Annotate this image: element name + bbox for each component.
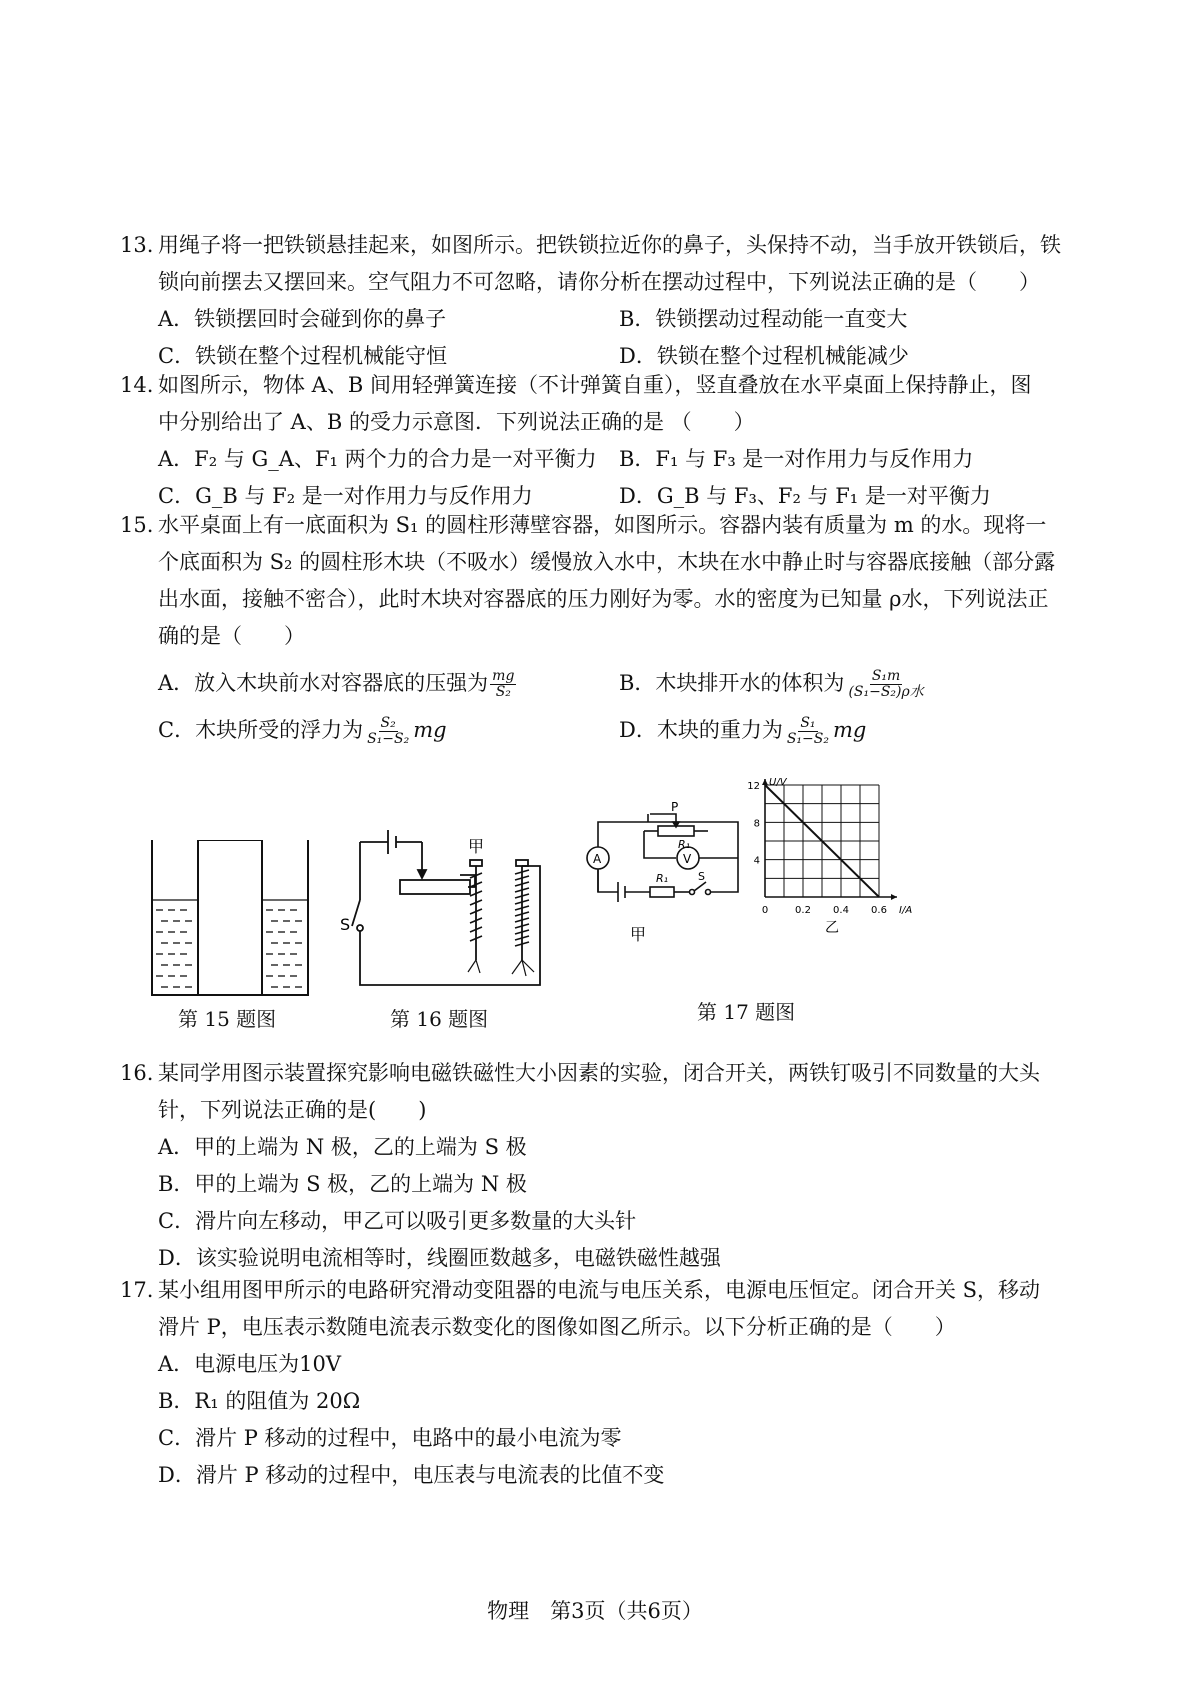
denominator: S₁−S₂ (786, 731, 829, 747)
option-c: C．滑片 P 移动的过程中，电路中的最小电流为零 (158, 1426, 622, 1450)
stem-line: 中分别给出了 A、B 的受力示意图．下列说法正确的是 （ ） (158, 410, 755, 434)
question-number: 13. (120, 233, 154, 257)
fraction (846, 669, 925, 700)
label-yi: 乙 (825, 920, 839, 936)
label-ammeter: A (593, 852, 602, 866)
label-s: S (698, 870, 705, 883)
page-footer: 物理 第3页（共6页） (487, 1599, 703, 1623)
question-15 (120, 507, 1080, 749)
numerator: S₁m (871, 668, 901, 684)
caption-fig16: 第 16 题图 (390, 1007, 489, 1031)
option-d: D．铁锁在整个过程机械能减少 (619, 344, 909, 368)
figure-17-circuit (578, 800, 748, 950)
x-tick-label: 0.4 (833, 905, 849, 916)
option-b: B．F₁ 与 F₃ 是一对作用力与反作用力 (619, 447, 974, 471)
option-c: C．铁锁在整个过程机械能守恒 (158, 344, 448, 368)
stem-line: 出水面，接触不密合），此时木块对容器底的压力刚好为零。水的密度为已知量 ρ水，下列说法正 (158, 587, 1049, 611)
option-a: A．电源电压为10V (158, 1352, 342, 1376)
caption-fig17: 第 17 题图 (697, 1000, 796, 1024)
label-r1-bottom: R₁ (656, 872, 669, 885)
y-tick-label: 4 (753, 855, 760, 867)
option-b: B．R₁ 的阻值为 20Ω (158, 1389, 361, 1413)
option-text: D．木块的重力为 (619, 718, 783, 742)
numerator: S₁ (800, 715, 816, 731)
numerator: S₂ (380, 715, 396, 731)
stem-line: 个底面积为 S₂ 的圆柱形木块（不吸水）缓慢放入水中，木块在水中静止时与容器底接触（部分露 (158, 550, 1056, 574)
fraction (785, 716, 831, 747)
question-stem (158, 507, 1080, 655)
y-axis-label: U/V (769, 777, 787, 788)
stem-line: 如图所示，物体 A、B 间用轻弹簧连接（不计弹簧自重），竖直叠放在水平桌面上保持静止，图 (158, 373, 1032, 397)
x-axis-label: I/A (899, 905, 913, 916)
numerator: mg (492, 668, 515, 684)
question-17 (120, 1272, 1080, 1494)
figure-17-chart (745, 775, 925, 945)
stem-line: 水平桌面上有一底面积为 S₁ 的圆柱形薄壁容器，如图所示。容器内装有质量为 m 的水。现将一 (158, 513, 1047, 537)
option-d: D．G_B 与 F₃、F₂ 与 F₁ 是一对平衡力 (619, 484, 991, 508)
caption-fig15: 第 15 题图 (178, 1007, 277, 1031)
option-c: C．G_B 与 F₂ 是一对作用力与反作用力 (158, 484, 533, 508)
stem-line: 锁向前摆去又摆回来。空气阻力不可忽略，请你分析在摆动过程中，下列说法正确的是（ ） (158, 270, 1040, 294)
fraction (365, 716, 411, 747)
x-tick-label: 0 (761, 905, 769, 916)
question-number: 17. (120, 1278, 154, 1302)
option-a: A．甲的上端为 N 极，乙的上端为 S 极 (158, 1135, 527, 1159)
y-tick-label: 8 (753, 818, 760, 830)
option-a: A．铁锁摆回时会碰到你的鼻子 (158, 307, 447, 331)
label-p: P (671, 800, 679, 814)
stem-line: 滑片 P，电压表示数随电流表示数变化的图像如图乙所示。以下分析正确的是（ ） (158, 1315, 956, 1339)
denominator: (S₁−S₂)ρ水 (848, 684, 924, 700)
figure-16 (340, 830, 570, 1000)
option-text: C．木块所受的浮力为 (158, 718, 364, 742)
x-tick-label: 0.6 (871, 905, 887, 916)
option-c (158, 712, 619, 749)
x-axis-arrow (891, 894, 897, 900)
label-r1-top: R₁ (678, 838, 691, 851)
stem-line: 某同学用图示装置探究影响电磁铁磁性大小因素的实验，闭合开关，两铁钉吸引不同数量的大头 (158, 1061, 1040, 1085)
denominator: S₁−S₂ (367, 731, 410, 747)
option-c: C．滑片向左移动，甲乙可以吸引更多数量的大头针 (158, 1209, 637, 1233)
label-voltmeter: V (683, 852, 692, 866)
question-14 (120, 367, 1080, 515)
option-a: A．F₂ 与 G_A、F₁ 两个力的合力是一对平衡力 (158, 447, 597, 471)
option-text: A．放入木块前水对容器底的压强为 (158, 671, 489, 695)
label-switch-s: S (340, 915, 351, 934)
denominator: S₂ (495, 684, 511, 700)
stem-line: 确的是（ ） (158, 624, 305, 648)
option-b (619, 665, 1080, 702)
label-jia: 甲 (630, 925, 647, 944)
stem-line: 某小组用图甲所示的电路研究滑动变阻器的电流与电压关系，电源电压恒定。闭合开关 S，移动 (158, 1278, 1041, 1302)
question-stem (158, 227, 1080, 301)
option-a (158, 665, 619, 702)
option-text: B．木块排开水的体积为 (619, 671, 845, 695)
y-tick-label: 12 (747, 781, 760, 792)
figure-15 (150, 840, 310, 1000)
question-16 (120, 1055, 1080, 1277)
label-jia: 甲 (468, 837, 485, 856)
question-13 (120, 227, 1080, 375)
option-d: D．该实验说明电流相等时，线圈匝数越多，电磁铁磁性越强 (158, 1246, 721, 1270)
question-number: 14. (120, 373, 154, 397)
option-d: D．滑片 P 移动的过程中，电压表与电流表的比值不变 (158, 1463, 665, 1487)
stem-line: 针，下列说法正确的是( ) (158, 1098, 427, 1122)
question-stem (158, 1055, 1080, 1129)
question-stem (158, 1272, 1080, 1346)
question-stem (158, 367, 1080, 441)
question-number: 16. (120, 1061, 154, 1085)
option-tail: mg (832, 718, 867, 742)
option-d (619, 712, 1080, 749)
stem-line: 用绳子将一把铁锁悬挂起来，如图所示。把铁锁拉近你的鼻子，头保持不动，当手放开铁锁后，铁 (158, 233, 1061, 257)
y-axis-arrow (762, 779, 768, 785)
x-tick-label: 0.2 (795, 905, 811, 916)
option-b: B．甲的上端为 S 极，乙的上端为 N 极 (158, 1172, 527, 1196)
fraction (490, 669, 516, 700)
option-tail: mg (413, 718, 447, 742)
option-b: B．铁锁摆动过程动能一直变大 (619, 307, 908, 331)
question-number: 15. (120, 513, 154, 537)
